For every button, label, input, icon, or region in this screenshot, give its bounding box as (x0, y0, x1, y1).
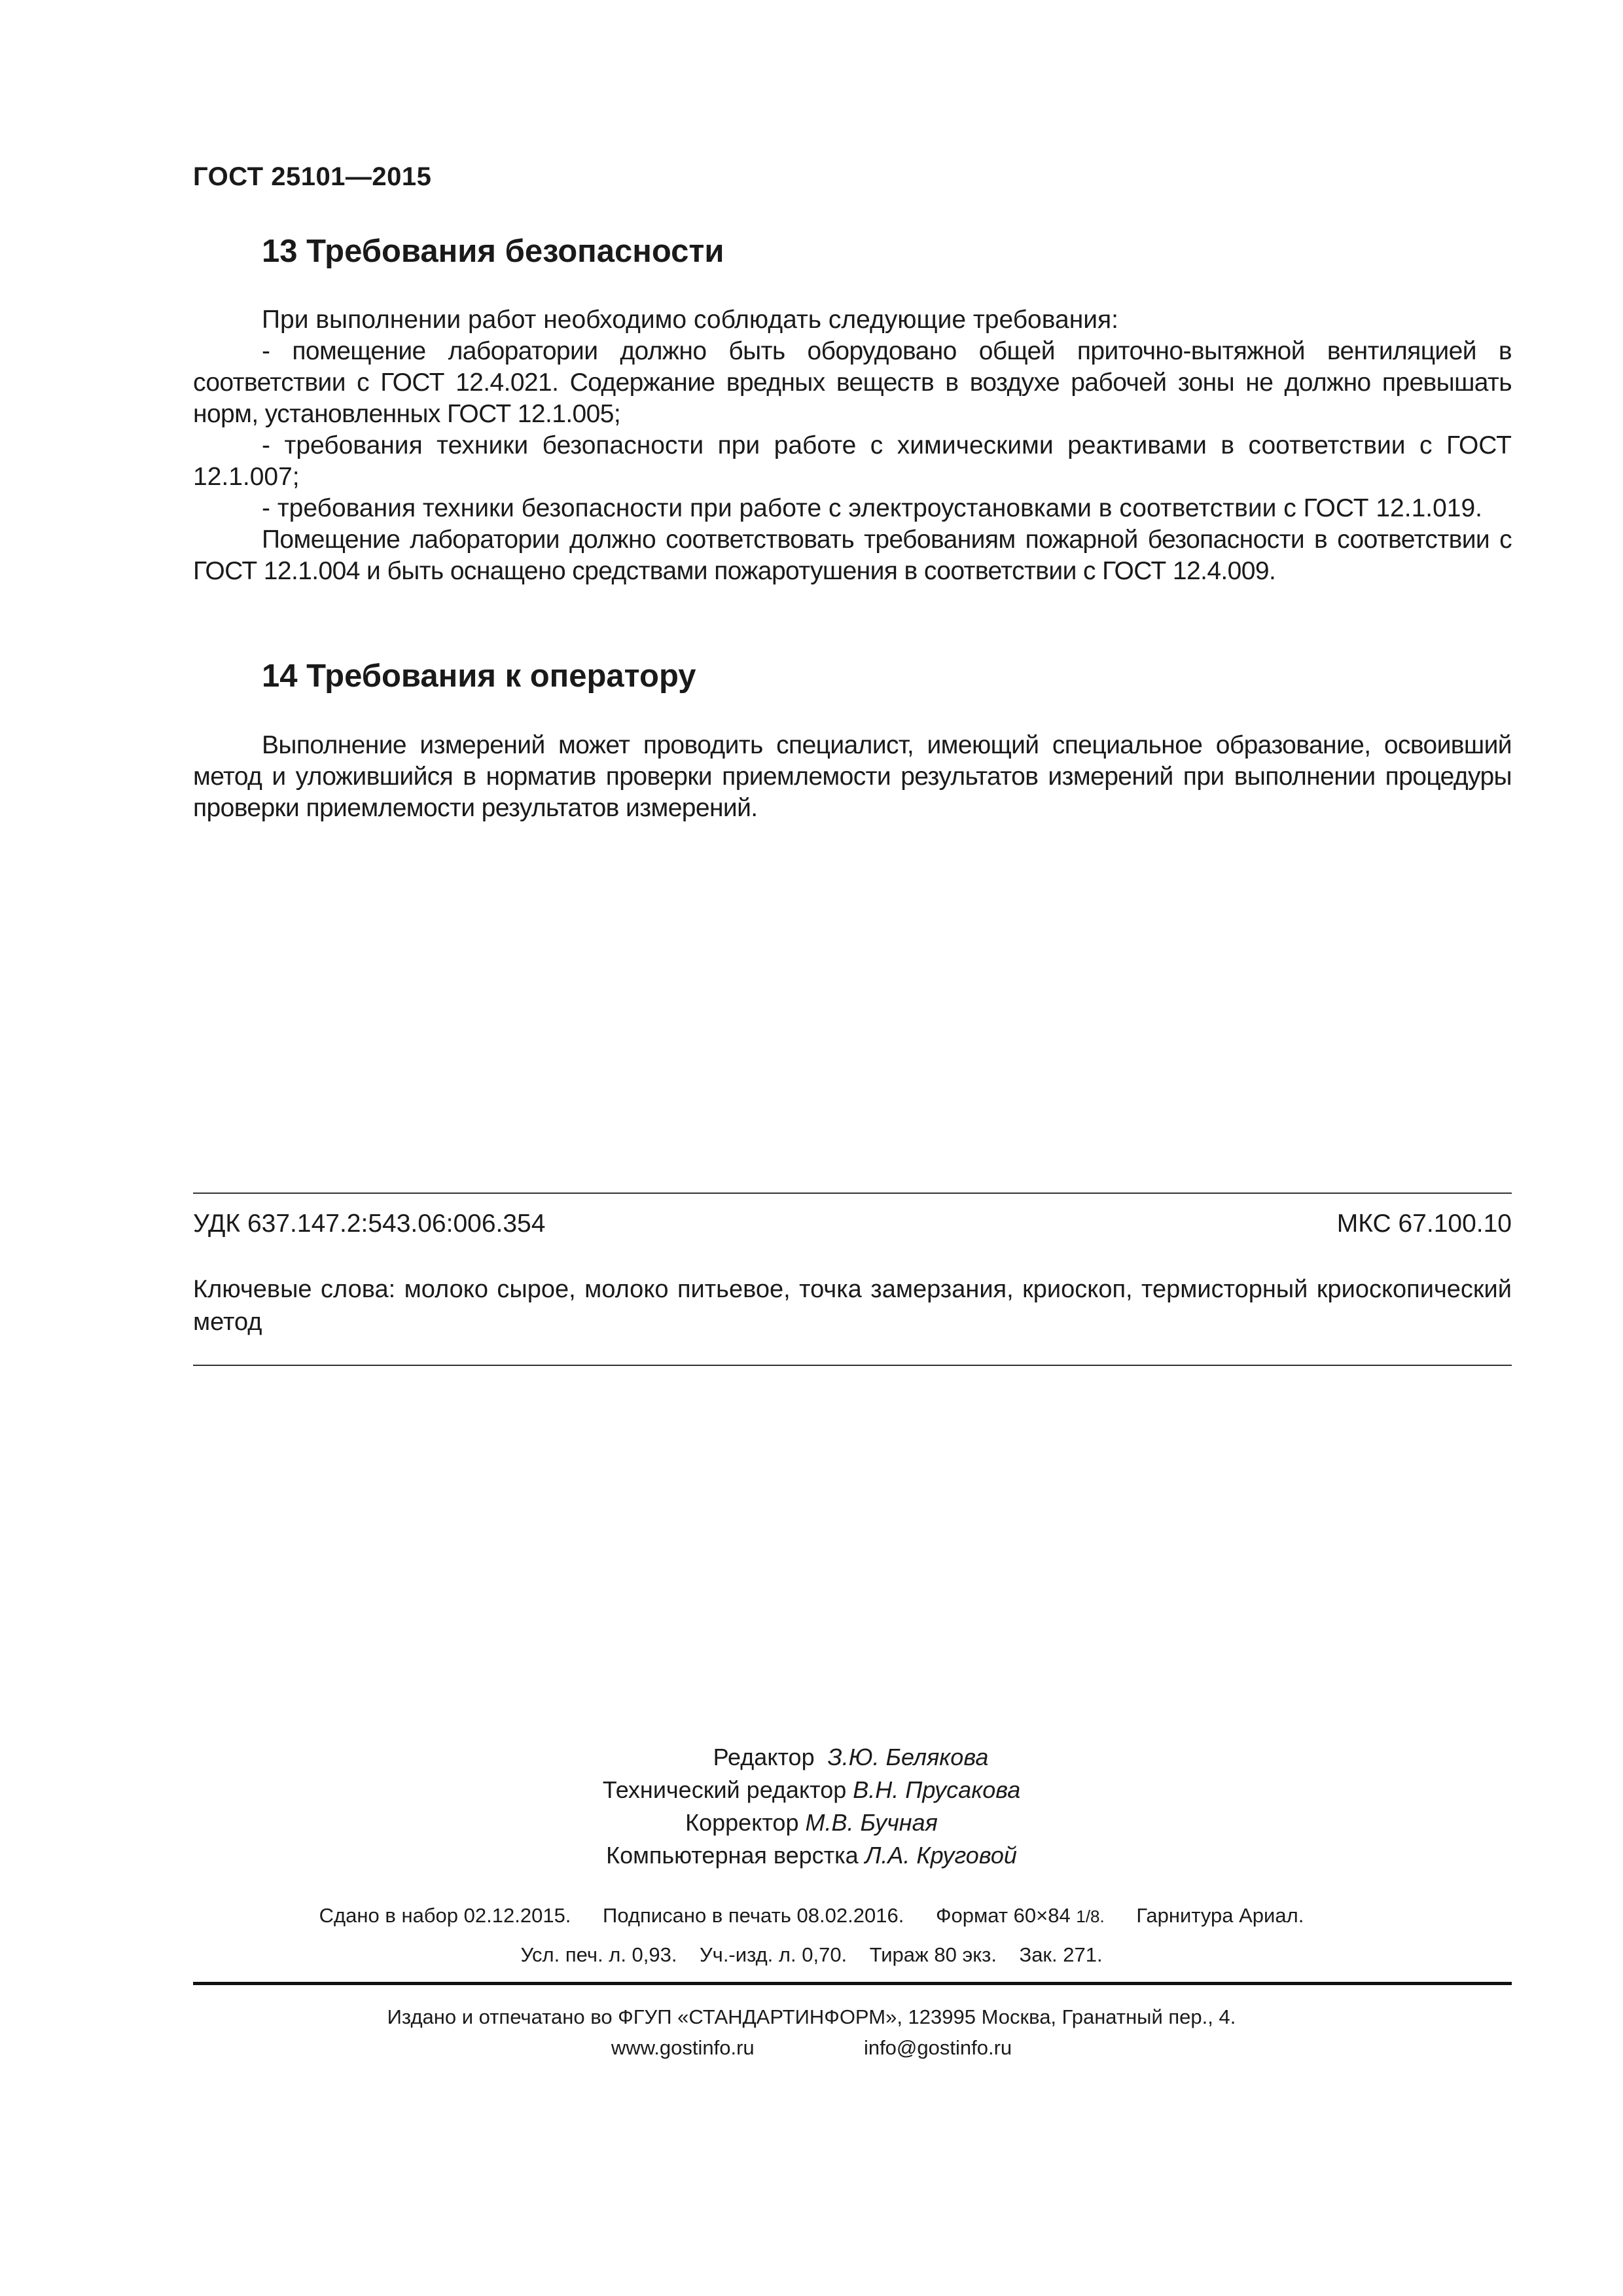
keywords-text: Ключевые слова: молоко сырое, молоко питьевое, точка замерзания, криоскоп, термисторный криоскопический метод (193, 1276, 1512, 1336)
divider-thick (193, 1982, 1512, 1985)
paragraph: При выполнении работ необходимо соблюдать следующие требования: (262, 306, 1118, 334)
corrector-name: М.В. Бучная (805, 1809, 938, 1836)
editor-label: Редактор (713, 1744, 815, 1770)
divider (193, 1193, 1512, 1194)
udk-code: УДК 637.147.2:543.06:006.354 (193, 1210, 546, 1238)
copies: Тираж 80 экз. (869, 1943, 997, 1966)
document-number: ГОСТ 25101—2015 (193, 162, 432, 191)
section-14-body (193, 730, 1512, 824)
submitted-date: Сдано в набор 02.12.2015. (319, 1904, 571, 1927)
signed-date: Подписано в печать 08.02.2016. (603, 1904, 904, 1927)
order-number: Зак. 271. (1019, 1943, 1103, 1966)
paragraph: Помещение лаборатории должно соответствовать требованиям пожарной безопасности в соответствии с ГОСТ 12.1.004 и быть оснащено средствами пожаротушения в соответствии с ГОСТ 12.4.009. (193, 526, 1512, 585)
section-13-title: 13 Требования безопасности (262, 234, 724, 269)
publication-sheets: Уч.-изд. л. 0,70. (699, 1943, 847, 1966)
layout-name: Л.А. Круговой (865, 1842, 1017, 1869)
website-link[interactable]: www.gostinfo.ru (611, 2036, 755, 2059)
corrector-label: Корректор (685, 1809, 799, 1836)
email-link[interactable]: info@gostinfo.ru (863, 2036, 1012, 2059)
layout-line (0, 1839, 1623, 1872)
paragraph: Выполнение измерений может проводить специалист, имеющий специальное образование, освоивший метод и уложившийся в норматив проверки приемлемости результатов измерений при выполнении процедуры проверки приемлемости результатов измерений. (193, 731, 1512, 822)
divider (193, 1365, 1512, 1366)
editor-line (0, 1741, 1623, 1774)
section-14-title: 14 Требования к оператору (262, 658, 696, 694)
imprint-line-2 (0, 1941, 1623, 1969)
section-13-body (193, 304, 1512, 587)
paragraph: - требования техники безопасности при работе с химическими реактивами в соответствии с ГОСТ 12.1.007; (193, 431, 1512, 491)
mks-code: МКС 67.100.10 (1336, 1210, 1512, 1238)
corrector-line (0, 1806, 1623, 1839)
paper-format-fraction: 1/8. (1076, 1907, 1105, 1926)
paragraph: - требования техники безопасности при работе с электроустановками в соответствии с ГОСТ 12.1.019. (262, 494, 1483, 522)
typeface: Гарнитура Ариал. (1136, 1904, 1304, 1927)
tech-editor-line (0, 1774, 1623, 1806)
imprint-line-1 (0, 1901, 1623, 1931)
classification-row (193, 1210, 1512, 1238)
publisher-line: Издано и отпечатано во ФГУП «СТАНДАРТИНФОРМ», 123995 Москва, Гранатный пер., 4. (387, 2005, 1236, 2028)
contacts-line (0, 2034, 1623, 2062)
credits (0, 1741, 1623, 1872)
keywords (193, 1273, 1512, 1338)
editor-name: З.Ю. Белякова (827, 1744, 989, 1770)
paper-format: Формат 60×84 (935, 1904, 1071, 1927)
tech-editor-name: В.Н. Прусакова (853, 1776, 1021, 1803)
layout-label: Компьютерная верстка (606, 1842, 859, 1869)
print-sheets: Усл. печ. л. 0,93. (520, 1943, 677, 1966)
paragraph: - помещение лаборатории должно быть оборудовано общей приточно-вытяжной вентиляцией в соответствии с ГОСТ 12.4.021. Содержание вредных веществ в воздухе рабочей зоны не должно превышать норм, установленных ГОСТ 12.1.005; (193, 337, 1512, 428)
tech-editor-label: Технический редактор (602, 1776, 847, 1803)
